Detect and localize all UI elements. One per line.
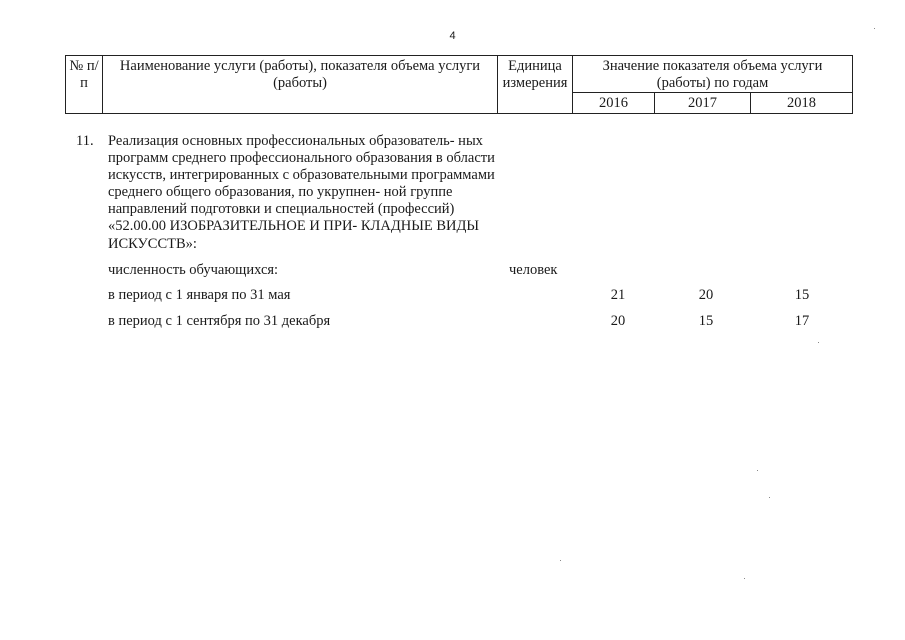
header-cell-unit: Единица измерения xyxy=(498,56,573,114)
header-cell-number: № п/п xyxy=(66,56,103,114)
entry-number: 11. xyxy=(76,133,94,149)
value-2017-row-2: 15 xyxy=(698,313,714,329)
header-year-2016: 2016 xyxy=(573,93,655,114)
header-cell-values: Значение показателя объема услуги (работы) по годам xyxy=(573,56,853,93)
scan-speck xyxy=(757,470,758,471)
value-2016-row-2: 20 xyxy=(610,313,626,329)
scan-speck xyxy=(874,28,875,29)
value-2018-row-2: 17 xyxy=(794,313,810,329)
scan-speck xyxy=(769,497,770,498)
scan-speck xyxy=(744,578,745,579)
value-2018-row-1: 15 xyxy=(794,287,810,303)
header-year-2017: 2017 xyxy=(655,93,751,114)
unit-label: человек xyxy=(509,262,558,278)
page-number: 4 xyxy=(449,30,456,42)
value-2017-row-1: 20 xyxy=(698,287,714,303)
period-label-2: в период с 1 сентября по 31 декабря xyxy=(108,313,331,329)
table-header xyxy=(65,55,853,114)
service-title: Реализация основных профессиональных образователь- ных программ среднего профессионального образования в области искусств, интегрированных с образовательными программами среднего общего образования, по укрупнен- ной группе направлений подготовки и специальностей (профессий) «52.00.00 ИЗОБРАЗИТЕЛЬНОЕ И ПРИ- КЛАДНЫЕ ВИДЫ ИСКУССТВ»: xyxy=(108,133,495,252)
value-2016-row-1: 21 xyxy=(610,287,626,303)
scan-speck xyxy=(560,560,561,561)
scan-speck xyxy=(818,342,819,343)
header-year-2018: 2018 xyxy=(751,93,853,114)
indicator-label: численность обучающихся: xyxy=(108,262,279,278)
period-label-1: в период с 1 января по 31 мая xyxy=(108,287,291,303)
header-cell-name: Наименование услуги (работы), показателя объема услуги (работы) xyxy=(103,56,498,114)
